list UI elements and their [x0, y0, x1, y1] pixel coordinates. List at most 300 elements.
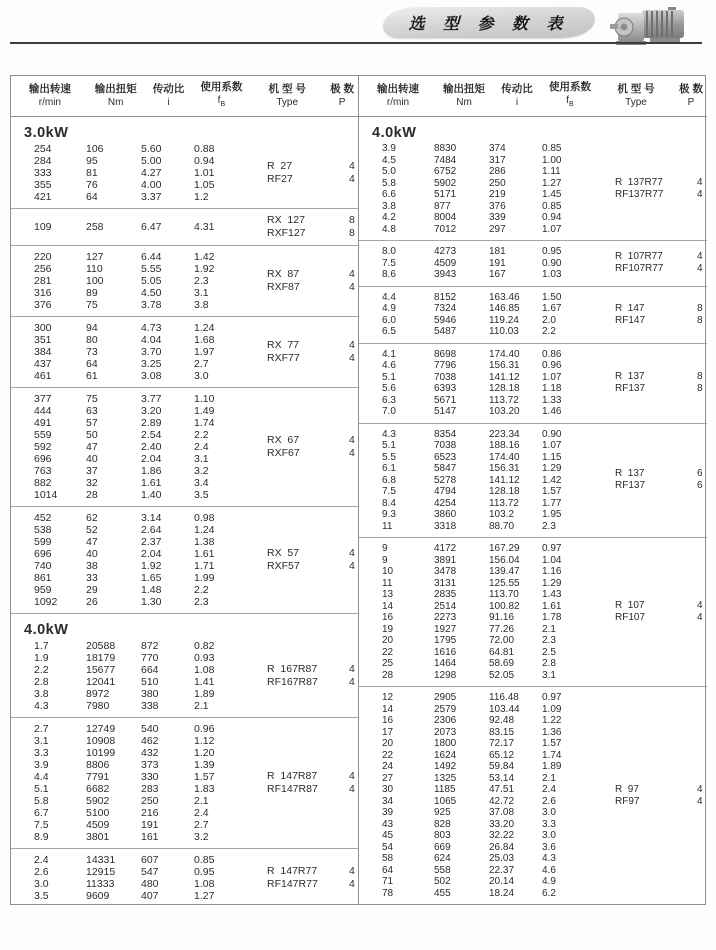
ratio-value: 607	[141, 854, 159, 866]
factor-value: 0.82	[194, 640, 215, 652]
pole-count	[691, 468, 707, 492]
model-type-line: R 97	[615, 783, 639, 795]
ratio-value: 26.84	[489, 841, 515, 853]
model-type	[615, 303, 691, 327]
model-type	[267, 339, 343, 365]
factor-value: 1.15	[542, 451, 562, 463]
pole-count-line: 8	[697, 371, 703, 382]
torque-value: 12749	[86, 723, 116, 735]
pole-count	[343, 663, 358, 689]
factor-value: 2.2	[194, 429, 209, 441]
ratio-value: 53.14	[489, 772, 515, 784]
speed-value: 4.3	[382, 428, 396, 440]
speed-value: 4.4	[34, 771, 49, 783]
header-output-speed: 输出转速 r/min	[28, 83, 71, 108]
torque-value: 32	[86, 477, 98, 489]
table-block	[11, 387, 358, 506]
table-block	[359, 286, 707, 343]
torque-value: 5487	[434, 326, 457, 337]
ratio-value: 2.64	[141, 524, 162, 536]
speed-value: 11	[382, 520, 393, 532]
ratio-value: 113.72	[489, 394, 519, 406]
table-row	[34, 405, 267, 417]
model-type-line: RF107R77	[615, 263, 664, 275]
ratio-value: 100.82	[489, 600, 520, 612]
table-row	[34, 676, 267, 688]
torque-value: 9609	[86, 890, 110, 902]
table-row	[382, 750, 615, 762]
factor-value: 1.16	[542, 566, 562, 577]
table-row	[34, 572, 267, 584]
speed-value: 7.5	[382, 257, 396, 269]
factor-value: 1.03	[542, 269, 562, 280]
table-row	[382, 303, 615, 315]
table-row	[382, 635, 615, 647]
ratio-value: 872	[141, 640, 159, 652]
block-body	[11, 214, 358, 240]
table-row	[382, 692, 615, 704]
data-rows	[359, 692, 615, 899]
model-type-line: RXF77	[267, 352, 300, 364]
speed-value: 8.9	[34, 831, 49, 843]
speed-value: 882	[34, 477, 52, 489]
ratio-value: 219	[489, 189, 506, 200]
ratio-value: 3.20	[141, 405, 162, 417]
speed-value: 17	[382, 726, 394, 738]
pole-count	[691, 600, 707, 624]
ratio-value: 77.26	[489, 623, 515, 635]
speed-value: 54	[382, 841, 394, 853]
torque-value: 7980	[86, 700, 110, 712]
table-row	[34, 251, 267, 263]
pole-count-line: 4	[349, 352, 355, 364]
ratio-value: 1.48	[141, 584, 162, 596]
ratio-value: 3.14	[141, 512, 162, 524]
table-row	[382, 555, 615, 567]
pole-count-line: 4	[697, 177, 703, 188]
table-row	[34, 441, 267, 453]
data-rows	[11, 393, 267, 501]
factor-value: 1.78	[542, 612, 562, 623]
model-type	[615, 371, 691, 395]
torque-value: 1492	[434, 761, 457, 772]
ratio-value: 3.77	[141, 393, 162, 405]
table-block	[359, 686, 707, 904]
factor-value: 2.5	[542, 646, 556, 658]
torque-value: 12915	[86, 866, 116, 878]
pole-count-line: 6	[697, 468, 703, 480]
speed-value: 14	[382, 703, 394, 715]
ratio-value: 5.05	[141, 275, 162, 287]
pole-count-line: 8	[349, 227, 355, 239]
speed-value: 4.6	[382, 360, 396, 371]
torque-value: 455	[434, 887, 451, 899]
speed-value: 28	[382, 669, 394, 681]
ratio-value: 103.2	[489, 509, 515, 520]
pole-count-line: 4	[349, 560, 355, 572]
speed-value: 351	[34, 334, 52, 346]
model-type-line: RF27	[267, 173, 293, 185]
ratio-value: 3.25	[141, 358, 162, 370]
speed-value: 592	[34, 441, 52, 453]
speed-value: 3.5	[34, 890, 49, 902]
torque-value: 5671	[434, 394, 457, 406]
ratio-value: 64.81	[489, 646, 515, 658]
ratio-value: 5.60	[141, 143, 162, 155]
table-row	[382, 269, 615, 281]
pole-count-line: 8	[697, 302, 703, 314]
table-row	[382, 830, 615, 842]
data-rows	[11, 512, 267, 608]
table-row	[382, 178, 615, 190]
torque-value: 925	[434, 807, 451, 818]
table-row	[34, 287, 267, 299]
ratio-value: 374	[489, 143, 506, 154]
torque-value: 47	[86, 441, 98, 453]
power-section-label: 4.0kW	[372, 125, 417, 141]
pole-count-line: 4	[349, 447, 355, 459]
speed-value: 4.5	[382, 154, 396, 166]
torque-value: 57	[86, 417, 98, 429]
factor-value: 1.57	[542, 486, 562, 497]
ratio-value: 167.29	[489, 543, 520, 554]
factor-value: 1.27	[194, 890, 215, 902]
ratio-value: 188.16	[489, 440, 520, 451]
torque-value: 62	[86, 512, 98, 524]
ratio-value: 161	[141, 831, 159, 843]
table-row	[34, 155, 267, 167]
ratio-value: 407	[141, 890, 159, 902]
torque-value: 110	[86, 263, 103, 275]
speed-value: 1092	[34, 596, 58, 608]
torque-value: 80	[86, 334, 98, 346]
table-row	[382, 475, 615, 487]
block-body	[359, 143, 707, 235]
model-type-line: RXF67	[267, 447, 300, 459]
table-header-left	[11, 76, 358, 117]
ratio-value: 116.48	[489, 692, 519, 703]
table-block	[359, 343, 707, 423]
torque-value: 2514	[434, 600, 457, 612]
ratio-value: 156.31	[489, 463, 520, 474]
speed-value: 696	[34, 548, 52, 560]
table-row	[34, 477, 267, 489]
ratio-value: 113.72	[489, 497, 519, 509]
factor-value: 2.4	[194, 441, 209, 453]
table-row	[382, 429, 615, 441]
table-row	[382, 486, 615, 498]
table-row	[382, 452, 615, 464]
ratio-value: 4.27	[141, 167, 162, 179]
pole-count-line: 4	[697, 795, 703, 807]
pole-count	[343, 865, 358, 891]
torque-value: 33	[86, 572, 98, 584]
table-block	[11, 613, 358, 717]
speed-value: 5.1	[34, 783, 49, 795]
speed-value: 3.0	[34, 878, 49, 890]
model-type-line: R 147R87	[267, 770, 318, 782]
table-row	[34, 866, 267, 878]
model-type-line: R 137	[615, 468, 645, 480]
speed-value: 5.1	[382, 440, 396, 451]
table-block	[11, 245, 358, 316]
torque-value: 5171	[434, 189, 457, 200]
table-row	[382, 784, 615, 796]
block-body	[359, 543, 707, 681]
pole-count-line: 4	[349, 339, 355, 351]
factor-value: 4.6	[542, 864, 556, 876]
table-row	[34, 783, 267, 795]
pole-count	[343, 268, 358, 294]
speed-value: 6.8	[382, 474, 396, 486]
speed-value: 78	[382, 887, 394, 899]
data-rows	[359, 143, 615, 235]
ratio-value: 4.04	[141, 334, 162, 346]
ratio-value: 3.08	[141, 370, 162, 382]
table-row	[382, 406, 615, 418]
table-row	[34, 652, 267, 664]
pole-count-line: 8	[697, 383, 703, 394]
table-row	[382, 704, 615, 716]
torque-value: 3801	[86, 831, 110, 843]
factor-value: 1.50	[542, 291, 562, 303]
torque-value: 6523	[434, 451, 457, 463]
factor-value: 1.68	[194, 334, 215, 346]
table-row	[34, 334, 267, 346]
table-row	[382, 292, 615, 304]
table-row	[34, 771, 267, 783]
pole-count-line: 4	[349, 663, 355, 675]
model-type-line: RX 57	[267, 547, 300, 559]
speed-value: 5.1	[382, 371, 396, 383]
torque-value: 2073	[434, 726, 457, 738]
factor-value: 1.07	[542, 223, 562, 235]
factor-value: 1.57	[542, 738, 562, 749]
data-rows	[11, 854, 267, 902]
speed-value: 6.7	[34, 807, 49, 819]
torque-value: 8830	[434, 143, 457, 154]
model-type-line: RF97	[615, 795, 640, 807]
data-rows	[359, 543, 615, 681]
header-model-type: 机 型 号 Type	[268, 83, 306, 108]
factor-value: 1.22	[542, 715, 562, 726]
table-row	[34, 700, 267, 712]
ratio-value: 174.40	[489, 451, 520, 463]
factor-value: 1.89	[194, 688, 215, 700]
factor-value: 0.96	[542, 360, 562, 371]
factor-value: 1.46	[542, 406, 562, 417]
table-row	[382, 315, 615, 327]
table-row	[34, 370, 267, 382]
speed-value: 256	[34, 263, 52, 275]
ratio-value: 18.24	[489, 887, 515, 899]
ratio-value: 3.78	[141, 299, 162, 311]
speed-value: 444	[34, 405, 52, 417]
torque-value: 877	[434, 200, 451, 212]
speed-value: 2.6	[34, 866, 49, 878]
pole-count	[343, 547, 358, 573]
data-rows	[359, 246, 615, 281]
torque-value: 8354	[434, 428, 457, 440]
model-type-line: R 167R87	[267, 663, 318, 675]
table-row	[34, 560, 267, 572]
ratio-value: 141.12	[489, 474, 520, 486]
factor-value: 0.97	[542, 692, 562, 703]
table-row	[34, 640, 267, 652]
ratio-value: 1.61	[141, 477, 162, 489]
torque-value: 502	[434, 876, 451, 887]
factor-value: 2.2	[194, 584, 209, 596]
page-title-banner	[383, 7, 595, 38]
model-type-line: RF137	[615, 480, 646, 492]
ratio-value: 119.24	[489, 314, 519, 326]
table-row	[382, 224, 615, 236]
table-row	[34, 512, 267, 524]
ratio-value: 1.65	[141, 572, 162, 584]
speed-value: 22	[382, 749, 394, 761]
model-type	[615, 468, 691, 492]
torque-value: 5100	[86, 807, 110, 819]
table-row	[382, 463, 615, 475]
table-row	[382, 212, 615, 224]
model-type-line: RX 67	[267, 434, 300, 446]
ratio-value: 128.18	[489, 486, 520, 497]
pole-count-line: 4	[349, 878, 355, 890]
ratio-value: 547	[141, 866, 159, 878]
speed-value: 43	[382, 818, 394, 830]
speed-value: 6.6	[382, 189, 396, 200]
speed-value: 12	[382, 692, 394, 703]
ratio-value: 52.05	[489, 669, 515, 681]
pole-count-line: 4	[349, 434, 355, 446]
speed-value: 2.4	[34, 854, 49, 866]
table-row	[34, 536, 267, 548]
ratio-value: 2.54	[141, 429, 162, 441]
model-type-line: RF147R87	[267, 783, 318, 795]
factor-value: 1.00	[542, 154, 562, 166]
torque-value: 5946	[434, 314, 457, 326]
pole-count-line: 4	[697, 600, 703, 611]
data-rows	[11, 221, 267, 233]
model-type-line: RF137	[615, 383, 646, 394]
speed-value: 421	[34, 191, 52, 203]
torque-value: 3318	[434, 520, 457, 532]
torque-value: 2905	[434, 692, 457, 703]
factor-value: 1.36	[542, 726, 562, 738]
table-left-blocks	[11, 117, 358, 904]
factor-value: 1.61	[542, 600, 562, 612]
torque-value: 7791	[86, 771, 110, 783]
table-row	[34, 795, 267, 807]
table-row	[34, 453, 267, 465]
torque-value: 37	[86, 465, 98, 477]
torque-value: 828	[434, 818, 451, 830]
torque-value: 1464	[434, 658, 457, 669]
ratio-value: 540	[141, 723, 159, 735]
table-row	[382, 509, 615, 521]
ratio-value: 1.92	[141, 560, 162, 572]
block-body	[11, 322, 358, 382]
table-block	[359, 423, 707, 538]
block-body	[359, 692, 707, 899]
ratio-value: 4.73	[141, 322, 162, 334]
factor-value: 0.86	[542, 348, 562, 360]
model-type	[615, 177, 691, 201]
factor-value: 2.8	[542, 658, 556, 669]
speed-value: 300	[34, 322, 52, 334]
factor-value: 3.3	[542, 818, 556, 830]
ratio-value: 103.44	[489, 703, 520, 715]
power-section-label: 3.0kW	[24, 125, 69, 141]
torque-value: 6682	[86, 783, 110, 795]
ratio-value: 338	[141, 700, 159, 712]
ratio-value: 33.20	[489, 818, 515, 830]
table-row	[34, 263, 267, 275]
torque-value: 18179	[86, 652, 116, 664]
speed-value: 13	[382, 589, 394, 600]
data-rows	[11, 322, 267, 382]
torque-value: 61	[86, 370, 98, 382]
factor-value: 1.27	[542, 177, 562, 189]
torque-value: 10908	[86, 735, 116, 747]
factor-value: 1.2	[194, 191, 209, 203]
table-row	[382, 842, 615, 854]
speed-value: 538	[34, 524, 52, 536]
factor-value: 0.93	[194, 652, 215, 664]
table-row	[382, 201, 615, 213]
ratio-value: 156.31	[489, 360, 520, 371]
torque-value: 75	[86, 299, 98, 311]
model-type-line: R 147	[615, 302, 645, 314]
table-header-right	[359, 76, 707, 117]
torque-value: 1065	[434, 795, 457, 807]
factor-value: 6.2	[542, 887, 556, 899]
ratio-value: 223.34	[489, 428, 520, 440]
speed-value: 2.7	[34, 723, 49, 735]
speed-value: 4.1	[382, 348, 396, 360]
speed-value: 355	[34, 179, 52, 191]
table-row	[382, 349, 615, 361]
torque-value: 3891	[434, 554, 457, 566]
speed-value: 30	[382, 784, 394, 795]
ratio-value: 65.12	[489, 749, 515, 761]
factor-value: 1.57	[194, 771, 215, 783]
ratio-value: 283	[141, 783, 159, 795]
table-row	[34, 759, 267, 771]
block-body	[11, 854, 358, 902]
table-row	[34, 429, 267, 441]
speed-value: 4.9	[382, 303, 396, 314]
torque-value: 95	[86, 155, 98, 167]
header-service-factor: 使用系数 $f_B$	[200, 81, 243, 108]
ratio-value: 3.70	[141, 346, 162, 358]
torque-value: 7038	[434, 371, 457, 383]
torque-value: 50	[86, 429, 98, 441]
table-block	[359, 240, 707, 286]
speed-value: 5.6	[382, 383, 396, 394]
factor-value: 1.61	[194, 548, 215, 560]
table-row	[34, 299, 267, 311]
header-model-type: 机 型 号 Type	[617, 83, 655, 108]
ratio-value: 59.84	[489, 761, 515, 772]
ratio-value: 22.37	[489, 864, 515, 876]
torque-value: 73	[86, 346, 98, 358]
torque-value: 5278	[434, 474, 457, 486]
factor-value: 1.42	[542, 474, 562, 486]
model-type-line: RF137R77	[615, 189, 664, 200]
table-row	[382, 819, 615, 831]
factor-value: 3.0	[194, 370, 209, 382]
